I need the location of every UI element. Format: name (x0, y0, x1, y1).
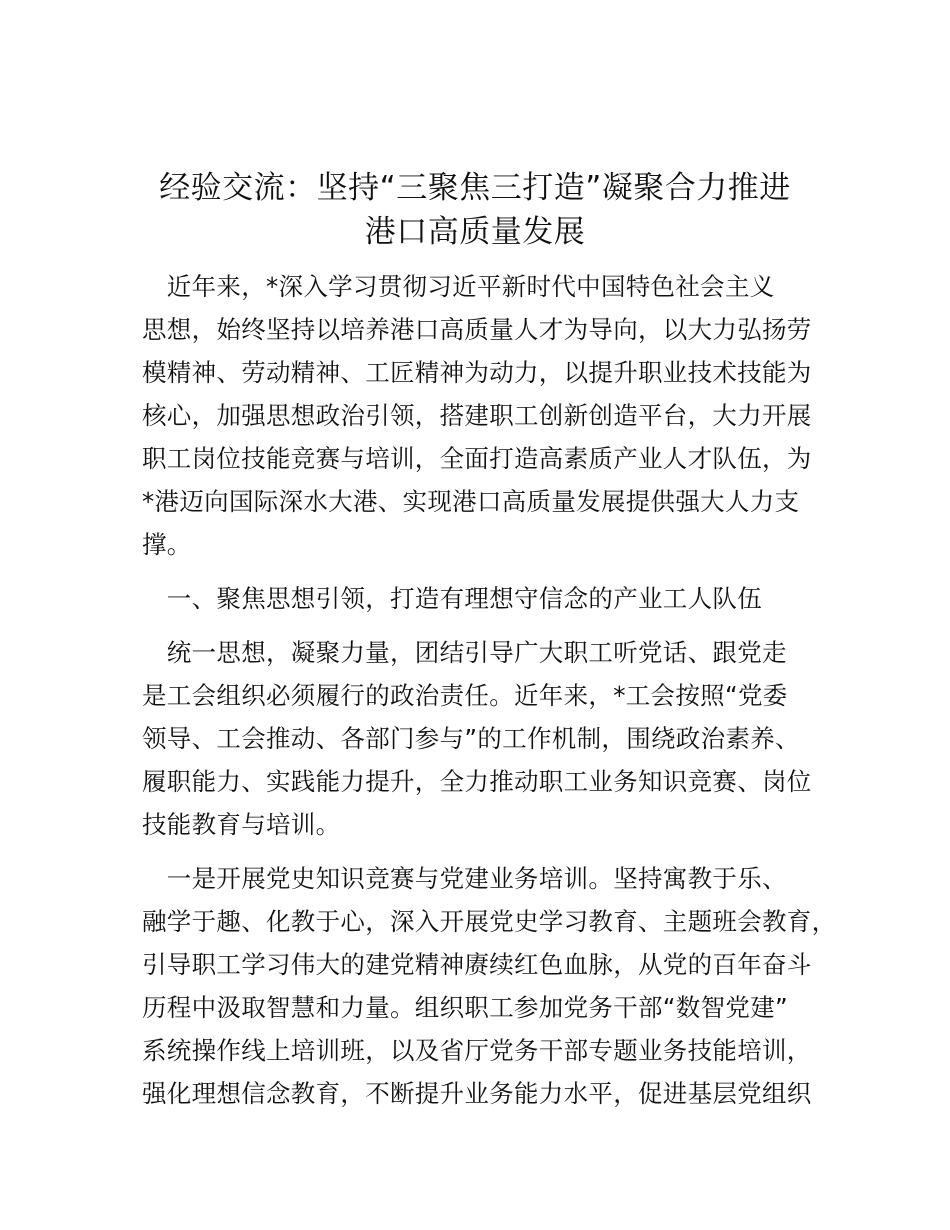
paragraph-line: 履职能力、实践能力提升，全力推动职工业务知识竞赛、岗位 (142, 767, 812, 796)
paragraph-line: 技能教育与培训。 (142, 810, 341, 839)
paragraph-line: 职工岗位技能竞赛与培训，全面打造高素质产业人才队伍，为 (142, 444, 812, 473)
paragraph-line: 领导、工会推动、各部门参与”的工作机制，围绕政治素养、 (142, 724, 800, 753)
paragraph-line: 融学于趣、化教于心，深入开展党史学习教育、主题班会教育， (142, 907, 837, 936)
paragraph-line: 统一思想，凝聚力量，团结引导广大职工听党话、跟党走 (142, 638, 787, 667)
document-title-line-2: 港口高质量发展 (364, 214, 586, 250)
paragraph-line: 模精神、劳动精神、工匠精神为动力，以提升职业技术技能为 (142, 358, 812, 387)
paragraph-line: 近年来，*深入学习贯彻习近平新时代中国特色社会主义 (142, 272, 775, 301)
paragraph-line: 是工会组织必须履行的政治责任。近年来，*工会按照“党委 (142, 681, 788, 710)
paragraph-line: 强化理想信念教育，不断提升业务能力水平，促进基层党组织 (142, 1079, 812, 1108)
paragraph-line: 核心，加强思想政治引领，搭建职工创新创造平台，大力开展 (142, 401, 812, 430)
document-title-line-1: 经验交流：坚持“三聚焦三打造”凝聚合力推进 (159, 170, 791, 206)
paragraph-line: 思想，始终坚持以培养港口高质量人才为导向，以大力弘扬劳 (142, 315, 812, 344)
paragraph-line: *港迈向国际深水大港、实现港口高质量发展提供强大人力支 (142, 487, 800, 516)
paragraph-line: 系统操作线上培训班，以及省厅党务干部专题业务技能培训， (142, 1036, 812, 1065)
paragraph-line: 历程中汲取智慧和力量。组织职工参加党务干部“数智党建” (142, 993, 788, 1022)
paragraph-line: 引导职工学习伟大的建党精神赓续红色血脉，从党的百年奋斗 (142, 950, 812, 979)
paragraph-line: 撑。 (142, 530, 192, 559)
paragraph-line: 一是开展党史知识竞赛与党建业务培训。坚持寓教于乐、 (142, 864, 787, 893)
section-heading: 一、聚焦思想引领，打造有理想守信念的产业工人队伍 (142, 584, 762, 613)
